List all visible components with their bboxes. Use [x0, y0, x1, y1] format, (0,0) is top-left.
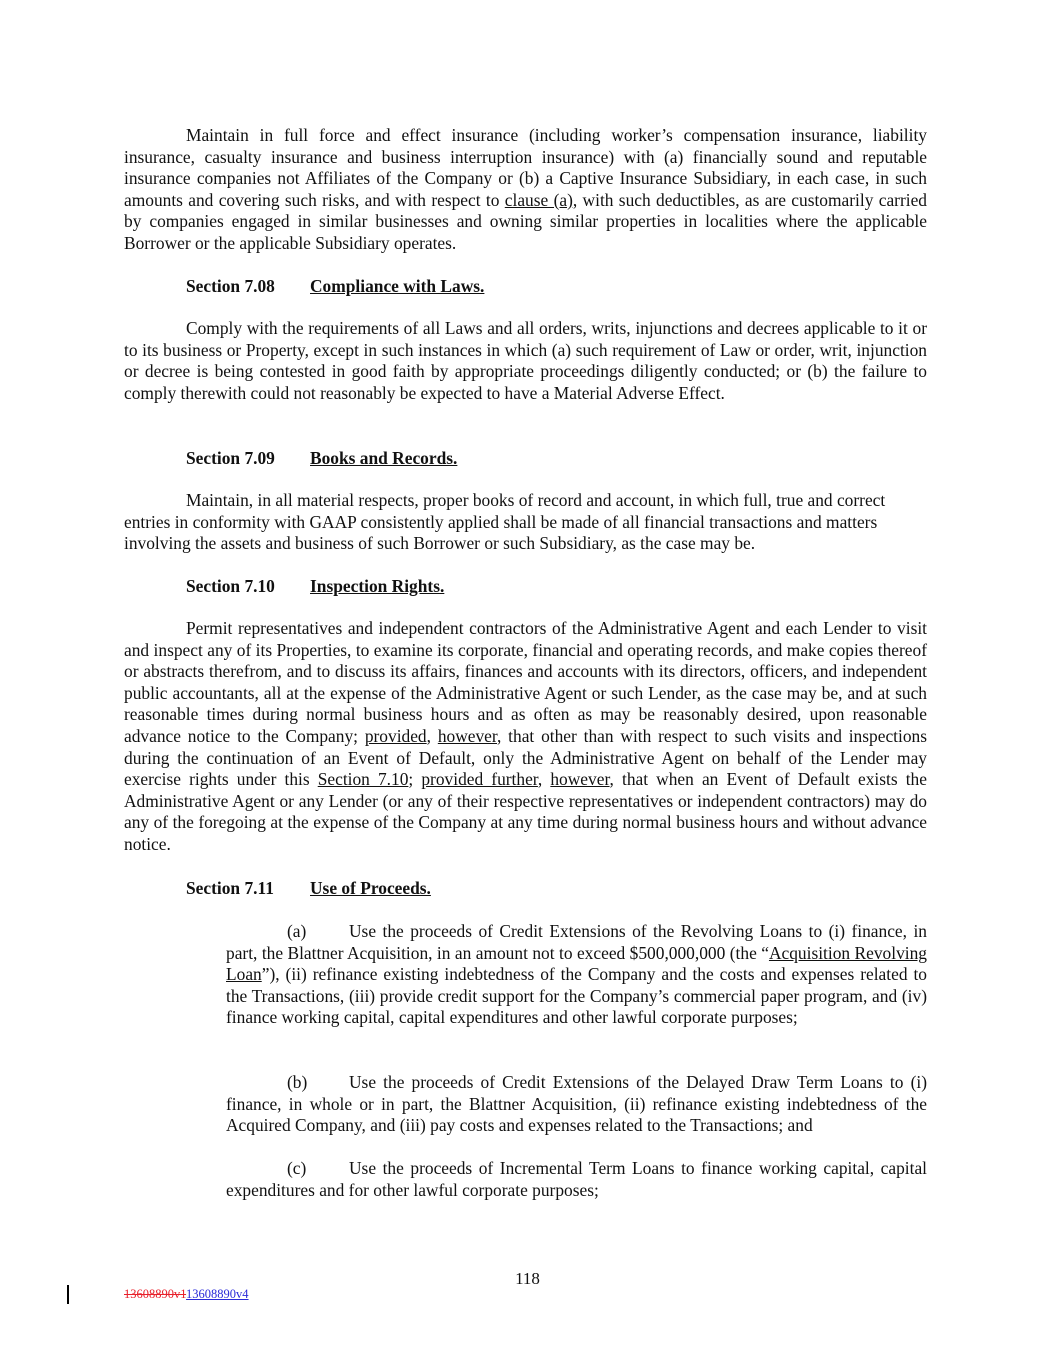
item-label: (c) — [287, 1158, 307, 1178]
section-7-08-body: Comply with the requirements of all Laws and all orders, writs, injunctions and decrees applicable to it or to its business or Property, except in such instances in which (a) such requirement of Law or order, writ, injunction or decree is being contested in good faith by appropriate proceedings diligently conducted; or (b) the failure to comply therewith could not reasonably be expected to have a Material Adverse Effect. — [124, 318, 927, 403]
section-number: Section 7.10 — [186, 576, 275, 596]
inspection-text: , — [537, 769, 551, 790]
defined-term-acquisition-revolving-loan: Acquisition Revolving Loan — [226, 942, 928, 985]
section-7-08-heading — [186, 276, 484, 298]
provided-term: provided — [364, 725, 427, 746]
section-title: Compliance with Laws. — [310, 276, 485, 296]
item-text: Use the proceeds of Credit Extensions of the Delayed Draw Term Loans to (i) finance, in whole or in part, the Blattner Acquisition, (ii) refinance existing indebtedness of the Acquired Company, and (iii) pay costs and expenses related to the Transactions; and — [226, 1072, 927, 1136]
page-number: 118 — [515, 1269, 540, 1288]
item-label: (b) — [287, 1072, 308, 1092]
item-text: ”), (ii) refinance existing indebtedness of the Company and the costs and expenses related to the Transactions, (iii) provide credit support for the Company’s commercial paper program, and (iv) finance working capital, capital expenditures and other lawful corporate purposes; — [226, 964, 927, 1028]
insurance-text-1: Maintain in full force and effect insurance (including worker’s compensation insurance, liability insurance, casualty insurance and business interruption insurance) with (a) financially sound and reputable insurance companies not Affiliates of the Company or (b) a Captive Insurance Subsidiary, in each case, in such amounts and covering such risks, and with respect to — [124, 125, 927, 210]
item-label: (a) — [287, 921, 307, 941]
inspection-text: Permit representatives and independent contractors of the Administrative Agent and each Lender to visit and inspect any of its Properties, to examine its corporate, financial and operating records, and make copies thereof or abstracts therefrom, and to discuss its affairs, finances and accounts with its directors, officers, and independent public accountants, all at the expense of the Administrative Agent or such Lender, as the case may be, and at such reasonable times during normal business hours and as often as may be reasonably desired, upon reasonable advance notice to the Company; — [124, 618, 927, 746]
however-term: however — [550, 769, 610, 790]
document-id-footer — [124, 1287, 249, 1302]
inspection-text: , — [426, 725, 438, 746]
section-number: Section 7.08 — [186, 276, 275, 296]
inspection-text: ; — [408, 769, 422, 790]
use-of-proceeds-item-c — [226, 1158, 927, 1201]
section-title: Inspection Rights. — [310, 576, 445, 596]
item-text: Use the proceeds of Credit Extensions of the Revolving Loans to (i) finance, in part, the Blattner Acquisition, in an amount not to exceed $500,000,000 (the “ — [226, 921, 927, 963]
use-of-proceeds-item-a — [226, 921, 927, 1029]
inserted-doc-id: 13608890v4 — [186, 1287, 249, 1301]
section-7-09-heading — [186, 448, 457, 470]
section-number: Section 7.09 — [186, 448, 275, 468]
section-7-10-heading — [186, 576, 444, 598]
section-7-09-body: Maintain, in all material respects, proper books of record and account, in which full, true and correct entries in conformity with GAAP consistently applied shall be made of all financial transactions and matters involving the assets and business of such Borrower or such Subsidiary, as the case may be. — [124, 490, 886, 554]
however-term: however — [437, 725, 497, 746]
deleted-doc-id: 13608890v1 — [124, 1287, 187, 1301]
insurance-text-2: , with such deductibles, as are customarily carried by companies engaged in similar businesses and owning similar properties in localities where the applicable Borrower or the applicable Subsidiary operates. — [124, 189, 927, 253]
section-title: Books and Records. — [310, 448, 458, 468]
clause-a-reference: clause (a) — [504, 189, 573, 210]
section-title: Use of Proceeds. — [310, 878, 431, 898]
section-7-11-heading — [186, 878, 431, 900]
section-number: Section 7.11 — [186, 878, 274, 898]
insurance-paragraph — [124, 125, 927, 255]
item-text: Use the proceeds of Incremental Term Loans to finance working capital, capital expenditures and for other lawful corporate purposes; — [226, 1158, 927, 1200]
provided-further-term: provided further — [421, 769, 538, 790]
section-7-10-body — [124, 618, 927, 856]
use-of-proceeds-item-b — [226, 1072, 927, 1137]
inspection-text: , that other than with respect to such visits and inspections during the continuation of an Event of Default, only the Administrative Agent on behalf of the Lender may exercise rights under this — [124, 725, 927, 790]
section-7-10-reference: Section 7.10 — [317, 769, 409, 790]
revision-change-bar — [67, 1285, 69, 1304]
inspection-text: , that when an Event of Default exists the Administrative Agent or any Lender (or any of their respective representatives or independent contractors) may do any of the foregoing at the expense of the Company at any time during normal business hours and without advance notice. — [124, 769, 927, 854]
